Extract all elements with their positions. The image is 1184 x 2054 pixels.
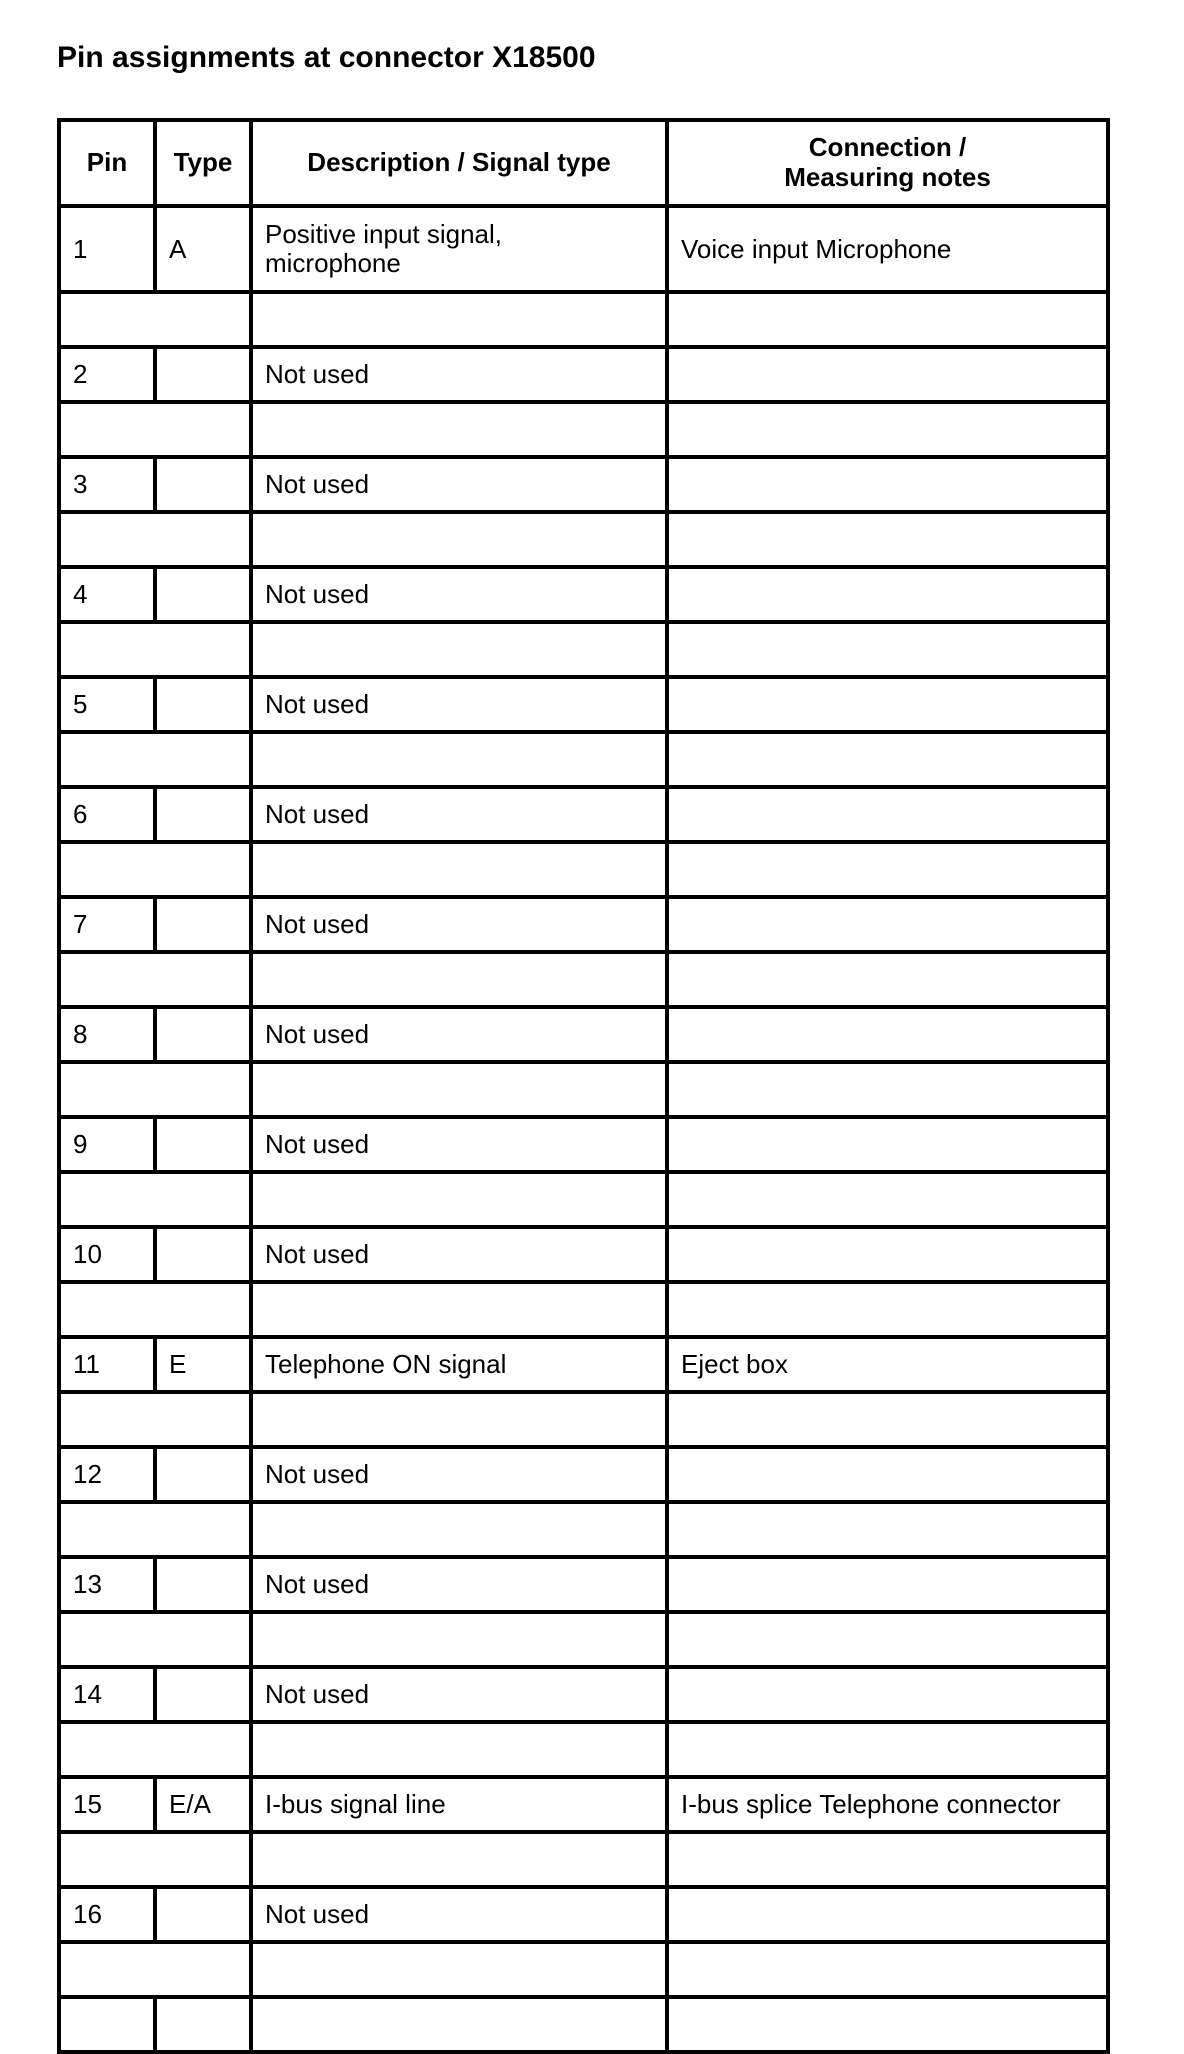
description-cell: Telephone ON signal (251, 1337, 667, 1392)
description-cell: Not used (251, 347, 667, 402)
description-cell (251, 206, 667, 292)
spacer-cell (667, 1392, 1108, 1447)
table-row (59, 1337, 1108, 1392)
spacer-cell (59, 512, 251, 567)
spacer-cell (667, 622, 1108, 677)
spacer-row (59, 1172, 1108, 1227)
spacer-cell (667, 402, 1108, 457)
spacer-cell (667, 1832, 1108, 1887)
description-cell: Not used (251, 677, 667, 732)
table-row (59, 206, 1108, 292)
description-cell: I-bus signal line (251, 1777, 667, 1832)
table-header-row (59, 120, 1108, 206)
description-cell: Not used (251, 1227, 667, 1282)
header-pin: Pin (59, 120, 155, 206)
connection-cell (667, 1227, 1108, 1282)
description-cell: Not used (251, 457, 667, 512)
spacer-cell (251, 1282, 667, 1337)
type-cell (155, 897, 251, 952)
spacer-cell (59, 1722, 251, 1777)
spacer-cell (667, 1282, 1108, 1337)
spacer-cell (667, 1942, 1108, 1997)
table-row (59, 347, 1108, 402)
pin-assignment-table (57, 118, 1110, 2054)
connection-cell (667, 1667, 1108, 1722)
pin-cell: 6 (59, 787, 155, 842)
pin-cell: 13 (59, 1557, 155, 1612)
connection-cell (667, 1117, 1108, 1172)
table-row (59, 1557, 1108, 1612)
spacer-row (59, 732, 1108, 787)
description-cell: Not used (251, 1007, 667, 1062)
spacer-cell (251, 292, 667, 347)
spacer-row (59, 402, 1108, 457)
type-cell (155, 1557, 251, 1612)
description-cell: Not used (251, 1667, 667, 1722)
description-cell: Not used (251, 1447, 667, 1502)
type-cell (155, 1227, 251, 1282)
spacer-row (59, 952, 1108, 1007)
spacer-cell (667, 1502, 1108, 1557)
spacer-row (59, 1832, 1108, 1887)
header-type: Type (155, 120, 251, 206)
spacer-cell (59, 1612, 251, 1667)
spacer-row (59, 842, 1108, 897)
connection-cell (667, 457, 1108, 512)
spacer-row (59, 1062, 1108, 1117)
spacer-cell (667, 1722, 1108, 1777)
connection-cell (667, 677, 1108, 732)
type-cell: E (155, 1337, 251, 1392)
spacer-cell (667, 842, 1108, 897)
description-cell (251, 1997, 667, 2052)
spacer-cell (667, 292, 1108, 347)
type-cell (155, 457, 251, 512)
header-connection-line2: Measuring notes (784, 162, 991, 192)
pin-cell: 12 (59, 1447, 155, 1502)
connection-cell (667, 787, 1108, 842)
pin-cell: 9 (59, 1117, 155, 1172)
table-row (59, 1887, 1108, 1942)
connection-cell: Voice input Microphone (667, 206, 1108, 292)
description-cell: Not used (251, 1117, 667, 1172)
type-cell (155, 1117, 251, 1172)
type-cell (155, 787, 251, 842)
type-cell (155, 1667, 251, 1722)
pin-cell: 14 (59, 1667, 155, 1722)
connection-cell (667, 1997, 1108, 2052)
table-row (59, 1117, 1108, 1172)
table-row (59, 1007, 1108, 1062)
spacer-cell (59, 732, 251, 787)
spacer-cell (59, 1502, 251, 1557)
spacer-row (59, 1722, 1108, 1777)
spacer-cell (251, 1832, 667, 1887)
pin-cell: 15 (59, 1777, 155, 1832)
pin-cell: 4 (59, 567, 155, 622)
header-connection (667, 120, 1108, 206)
spacer-cell (59, 1942, 251, 1997)
type-cell (155, 1007, 251, 1062)
description-line2: microphone (265, 248, 401, 278)
connection-cell (667, 1887, 1108, 1942)
pin-cell: 3 (59, 457, 155, 512)
type-cell (155, 567, 251, 622)
spacer-cell (251, 1062, 667, 1117)
pin-cell: 10 (59, 1227, 155, 1282)
spacer-row (59, 292, 1108, 347)
spacer-cell (251, 1942, 667, 1997)
pin-cell: 5 (59, 677, 155, 732)
spacer-cell (251, 842, 667, 897)
spacer-cell (667, 732, 1108, 787)
pin-cell: 16 (59, 1887, 155, 1942)
connection-cell: I-bus splice Telephone connector (667, 1777, 1108, 1832)
spacer-cell (59, 622, 251, 677)
spacer-row (59, 1502, 1108, 1557)
spacer-cell (59, 952, 251, 1007)
spacer-cell (667, 512, 1108, 567)
spacer-cell (251, 512, 667, 567)
table-row (59, 1227, 1108, 1282)
pin-cell: 2 (59, 347, 155, 402)
spacer-cell (251, 622, 667, 677)
connection-cell (667, 1557, 1108, 1612)
table-row (59, 567, 1108, 622)
spacer-cell (59, 842, 251, 897)
header-description: Description / Signal type (251, 120, 667, 206)
page-title: Pin assignments at connector X18500 (57, 41, 596, 74)
description-cell: Not used (251, 1557, 667, 1612)
spacer-cell (251, 1392, 667, 1447)
description-line1: Positive input signal, (265, 219, 503, 250)
table-row (59, 1447, 1108, 1502)
table-row-cut-off (59, 1997, 1108, 2052)
spacer-cell (667, 1612, 1108, 1667)
type-cell (155, 347, 251, 402)
spacer-row (59, 622, 1108, 677)
spacer-row (59, 1392, 1108, 1447)
spacer-cell (59, 1392, 251, 1447)
type-cell (155, 1887, 251, 1942)
spacer-cell (59, 1832, 251, 1887)
spacer-cell (59, 292, 251, 347)
table-row (59, 1777, 1108, 1832)
spacer-cell (59, 1282, 251, 1337)
description-cell: Not used (251, 1887, 667, 1942)
spacer-row (59, 1282, 1108, 1337)
spacer-row (59, 1612, 1108, 1667)
type-cell (155, 1447, 251, 1502)
spacer-cell (251, 1612, 667, 1667)
spacer-cell (667, 1062, 1108, 1117)
spacer-cell (251, 1502, 667, 1557)
spacer-cell (59, 402, 251, 457)
spacer-cell (251, 732, 667, 787)
table-row (59, 677, 1108, 732)
type-cell (155, 677, 251, 732)
spacer-cell (251, 1172, 667, 1227)
description-cell: Not used (251, 787, 667, 842)
connection-cell (667, 567, 1108, 622)
connection-cell (667, 1007, 1108, 1062)
table-row (59, 1667, 1108, 1722)
spacer-cell (59, 1062, 251, 1117)
connection-cell (667, 347, 1108, 402)
description-cell: Not used (251, 567, 667, 622)
spacer-row (59, 1942, 1108, 1997)
connection-cell (667, 1447, 1108, 1502)
connection-cell: Eject box (667, 1337, 1108, 1392)
spacer-cell (667, 952, 1108, 1007)
header-connection-line1: Connection / (808, 132, 967, 163)
type-cell: A (155, 206, 251, 292)
pin-cell: 8 (59, 1007, 155, 1062)
connection-cell (667, 897, 1108, 952)
pin-cell: 7 (59, 897, 155, 952)
spacer-cell (251, 952, 667, 1007)
pin-cell (59, 1997, 155, 2052)
spacer-cell (667, 1172, 1108, 1227)
table-row (59, 897, 1108, 952)
spacer-cell (59, 1172, 251, 1227)
spacer-cell (251, 402, 667, 457)
pin-cell: 1 (59, 206, 155, 292)
type-cell: E/A (155, 1777, 251, 1832)
table-row (59, 787, 1108, 842)
table-row (59, 457, 1108, 512)
type-cell (155, 1997, 251, 2052)
pin-cell: 11 (59, 1337, 155, 1392)
spacer-row (59, 512, 1108, 567)
spacer-cell (251, 1722, 667, 1777)
description-cell: Not used (251, 897, 667, 952)
